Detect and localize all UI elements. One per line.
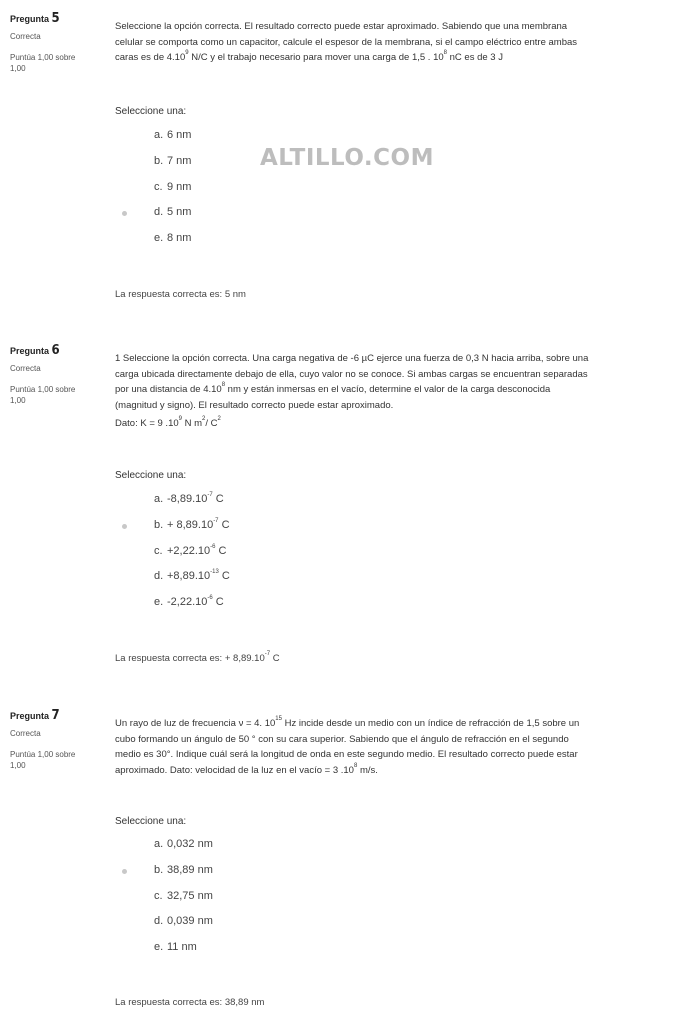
select-one-label: Seleccione una: (115, 470, 187, 481)
selected-radio[interactable] (122, 524, 127, 529)
answer-option-c[interactable]: c. 32,75 nm (154, 889, 213, 902)
correct-answer-feedback: La respuesta correcta es: 38,89 nm (115, 997, 265, 1008)
answer-option-a[interactable]: a. 0,032 nm (154, 838, 213, 850)
question-info (10, 13, 100, 74)
answer-options (115, 131, 415, 260)
answer-option-d[interactable]: d. 5 nm (115, 208, 415, 234)
selected-radio[interactable] (122, 869, 127, 874)
correct-answer-feedback: La respuesta correcta es: 5 nm (115, 289, 246, 300)
question-text: Un rayo de luz de frecuencia ν = 4. $10^{15}$ Hz incide desde un medio con un índice de refracción de 1,5 sobre un cubo formando un ángulo de 50 ° con su cara superior. Sabiendo que el ángulo de refracción en el segundo medio es 30°. Indique cuál será la longitud de onda en este segundo medio. El resultado correcto puede estar aproximado. Dato: velocidad de la luz en el vacío = 3 $.10^8$ m/s. (115, 716, 580, 776)
answer-options (115, 840, 415, 969)
answer-option-b[interactable]: b. 38,89 nm (115, 866, 415, 892)
question-grade: Puntúa 1,00 sobre 1,00 (10, 750, 76, 770)
answer-option-d[interactable]: d. $+8,89.10^{-13}$ C (154, 569, 230, 583)
answer-option-b[interactable]: b. 7 nm (154, 154, 192, 167)
watermark: ALTILLO.COM (260, 145, 434, 171)
question-number: Pregunta 5 (10, 11, 60, 26)
question-grade: Puntúa 1,00 sobre 1,00 (10, 385, 76, 405)
question-number: Pregunta 6 (10, 343, 60, 358)
question-number: Pregunta 7 (10, 708, 60, 723)
answer-option-a[interactable]: a. $-8,89.10^{-7}$ C (154, 492, 224, 505)
question-content (115, 345, 655, 664)
answer-option-e[interactable]: e. $-2,22.10^{-6}$ C (154, 595, 224, 609)
question-content (115, 710, 655, 1008)
question-state: Correcta (10, 32, 41, 41)
answer-options (115, 492, 415, 624)
question-info (10, 345, 100, 406)
question-state: Correcta (10, 364, 41, 373)
answer-option-a[interactable]: a. 6 nm (154, 129, 192, 141)
question-info (10, 710, 100, 771)
question-text: 1 Seleccione la opción correcta. Una carga negativa de -6 µC ejerce una fuerza de 0,3 N hacia arriba, sobre una carga ubicada directamente debajo de ella, cuyo valor no se conoce. Si ambas cargas se encuentran separadas por una distancia de 4.10$^8$ nm y están inmersas en el vacío, determine el valor de la carga desconocida (magnitud y signo). El resultado correcto puede estar aproximado. Dato: K = 9 $.10^9$ N $m^2/$ $C^2$ (115, 353, 589, 429)
answer-option-d[interactable]: d. 0,039 nm (154, 915, 213, 928)
selected-radio[interactable] (122, 211, 127, 216)
question-text: Seleccione la opción correcta. El resultado correcto puede estar aproximado. Sabiendo que una membrana celular se comporta como un capacitor, calcule el espesor de la membrana, si el campo eléctrico entre ambas caras es de 4.10$^9$ N/C y el trabajo necesario para mover una carga de 1,5 . $10^8$ nC es de 3 J (115, 21, 578, 63)
answer-option-e[interactable]: e. 8 nm (154, 232, 192, 245)
answer-option-c[interactable]: c. 9 nm (154, 180, 192, 193)
select-one-label: Seleccione una: (115, 106, 187, 117)
correct-answer-feedback: La respuesta correcta es: + $8,89.10^{-7}$ C (115, 651, 280, 664)
question-grade: Puntúa 1,00 sobre 1,00 (10, 53, 76, 73)
select-one-label: Seleccione una: (115, 816, 187, 827)
answer-option-e[interactable]: e. 11 nm (154, 941, 197, 954)
answer-option-c[interactable]: c. $+2,22.10^{-6}$ C (154, 543, 227, 557)
question-state: Correcta (10, 729, 41, 738)
answer-option-b[interactable]: b. + $8,89.10^{-7}$ C (115, 521, 415, 547)
